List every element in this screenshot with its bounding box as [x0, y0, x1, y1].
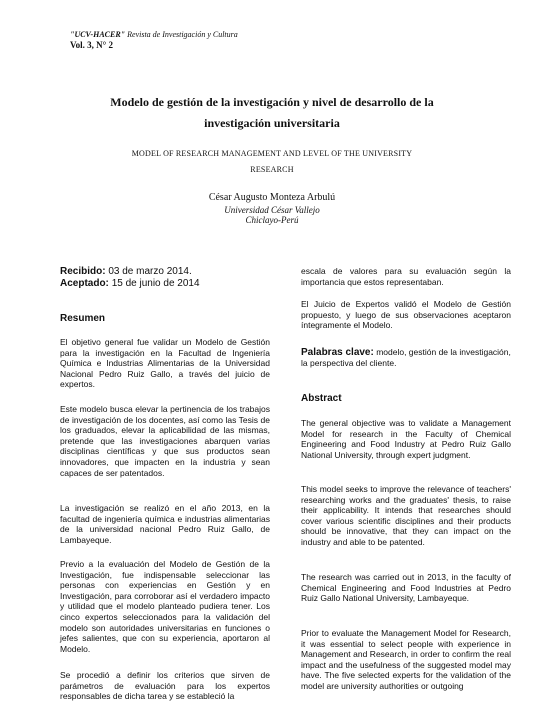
keywords-label: Palabras clave: [301, 347, 374, 358]
resumen-paragraph-1: El objetivo general fue validar un Modelo de Gestión para la investigación en la Facultad de Ingeniería Química e Industrias Alimentarias de la Universidad Nacional Pedro Ruiz Gallo, a través del juicio de expertos. [60, 337, 270, 390]
resumen-paragraph-6: escala de valores para su evaluación según la importancia que estos representaban. [301, 266, 511, 287]
abstract-heading: Abstract [301, 393, 342, 404]
accepted-date-line [60, 278, 270, 290]
resumen-paragraph-4: Previo a la evaluación del Modelo de Gestión de la Investigación, fue indispensable seleccionar las personas con experiencias en Gestión y en Investigación, para corroborar así el verdadero impacto y utilidad que el modelo planteado pudiera tener. Los cinco expertos seleccionados para la validación del modelo son autoridades universitarias en funciones o jefes salientes, que con su experiencia, aportaron al Modelo. [60, 559, 270, 654]
submission-dates [60, 266, 270, 290]
resumen-paragraph-2: Este modelo busca elevar la pertinencia de los trabajos de investigación de los docentes, así como las Tesis de los graduados, elevar la aplicabilidad de las mismas, pretende que las investigaciones abarquen varias disciplinas científicas y que sus productos sean innovadores, que impacten en la industria y sean capaces de ser patentados. [60, 404, 270, 478]
abstract-paragraph-4: Prior to evaluate the Management Model for Research, it was essential to select people with experience in Management and Research, in order to confirm the real impact and the usefulness of the suggested model may have. The five selected experts for the validation of the model are university authorities or outgoing [301, 628, 511, 691]
paper-title-line1: Modelo de gestión de la investigación y nivel de desarrollo de la [110, 95, 434, 109]
author-name: César Augusto Monteza Arbulú [208, 192, 336, 203]
paper-title-line2: investigación universitaria [204, 116, 340, 130]
volume-label: Vol. 3, N° 2 [70, 40, 114, 50]
received-label: Recibido: [60, 266, 106, 277]
author-affiliation [0, 205, 544, 225]
accepted-label: Aceptado: [60, 278, 109, 289]
paper-title-english [100, 146, 444, 178]
abstract-paragraph-3: The research was carried out in 2013, in the faculty of Chemical Engineering and Food Industries at Pedro Ruiz Gallo National University, Lambayeque. [301, 572, 511, 604]
affiliation-institution: Universidad César Vallejo [224, 205, 320, 215]
keywords-text: modelo, gestión de la investigación, la perspectiva del cliente. [301, 347, 511, 368]
journal-name: "UCV-HACER" [70, 30, 126, 39]
resumen-paragraph-7: El Juicio de Expertos validó el Modelo de Gestión propuesto, y luego de sus observaciones aceptaron íntegramente el Modelo. [301, 299, 511, 331]
journal-subtitle: Revista de Investigación y Cultura [127, 30, 238, 39]
received-date-line [60, 266, 270, 278]
keywords [301, 347, 511, 369]
resumen-paragraph-5: Se procedió a definir los criterios que sirven de parámetros de evaluación para los expertos responsables de dicha tarea y se estableció la [60, 670, 270, 702]
paper-title [60, 92, 484, 134]
abstract-paragraph-1: The general objective was to validate a Management Model for research in the Faculty of Chemical Engineering and Food Industry at Pedro Ruiz Gallo National University, through expert judgment. [301, 418, 511, 460]
received-date: 03 de marzo 2014. [108, 266, 192, 277]
paper-title-english-line2: RESEARCH [250, 165, 294, 174]
paper-title-english-line1: MODEL OF RESEARCH MANAGEMENT AND LEVEL OF THE UNIVERSITY [131, 149, 413, 158]
accepted-date: 15 de junio de 2014 [111, 278, 200, 289]
resumen-paragraph-3: La investigación se realizó en el año 2013, en la facultad de ingeniería química e industrias alimentarias de la universidad nacional Pedro Ruiz Gallo, de Lambayeque. [60, 503, 270, 545]
resumen-heading: Resumen [60, 313, 106, 324]
abstract-paragraph-2: This model seeks to improve the relevance of teachers' researching works and the graduates' thesis, to raise their applicability. It intends that researches should cover various scientific disciplines and their products should be innovative, that they can impact on the industry and able to be patented. [301, 484, 511, 547]
journal-header [70, 30, 238, 39]
affiliation-location: Chiclayo-Perú [245, 215, 299, 225]
